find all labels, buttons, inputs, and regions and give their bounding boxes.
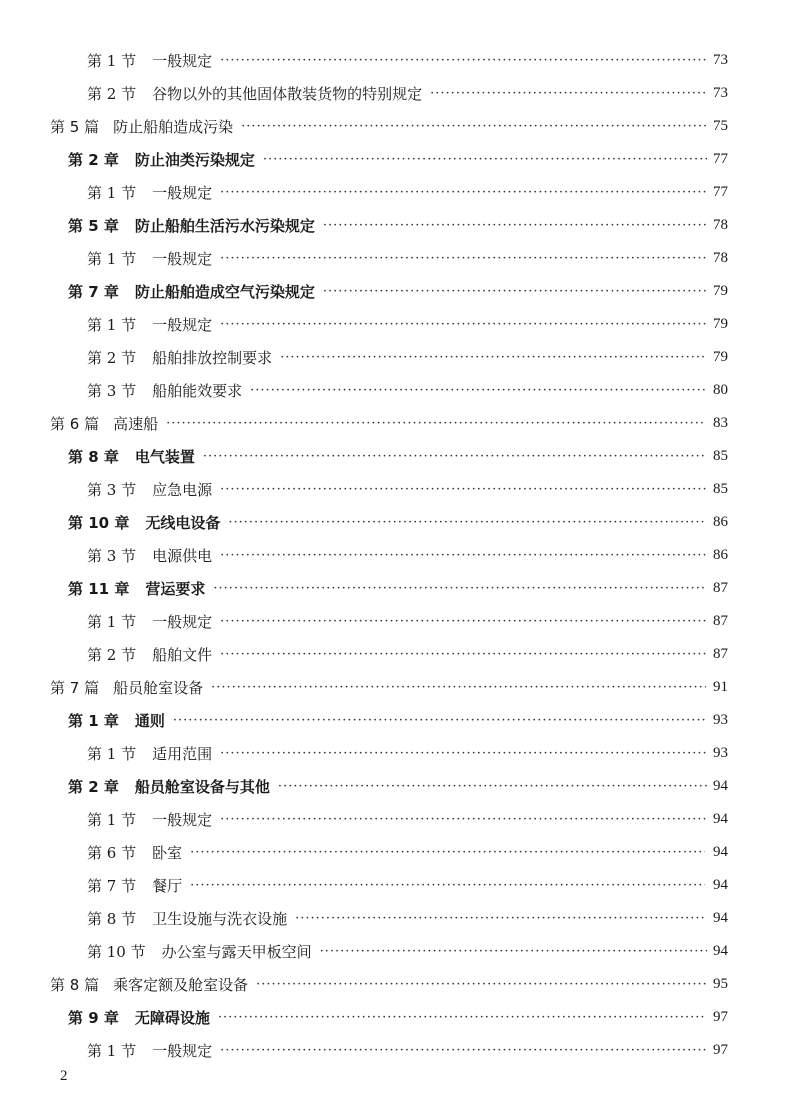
toc-entry-label bbox=[68, 710, 165, 731]
toc-entry-label bbox=[87, 182, 212, 203]
toc-entry-title: 卫生设施与洗衣设施 bbox=[152, 910, 288, 928]
toc-entry-page: 86 bbox=[713, 547, 728, 563]
toc-entry-number: 第 10 节 bbox=[87, 943, 146, 961]
dot-leader bbox=[250, 383, 707, 398]
toc-chapter-entry[interactable] bbox=[0, 704, 790, 737]
toc-entry-number: 第 7 章 bbox=[68, 283, 119, 301]
toc-section-entry[interactable] bbox=[0, 605, 790, 638]
toc-entry-title: 无线电设备 bbox=[145, 514, 221, 532]
toc-section-entry[interactable] bbox=[0, 374, 790, 407]
toc-entry-number: 第 6 节 bbox=[87, 844, 137, 862]
toc-entry-page: 79 bbox=[713, 349, 728, 365]
toc-entry-page: 77 bbox=[713, 151, 728, 167]
toc-entry-label bbox=[68, 446, 195, 467]
toc-entry-title: 谷物以外的其他固体散装货物的特别规定 bbox=[152, 85, 423, 103]
toc-entry-title: 船舶能效要求 bbox=[152, 382, 243, 400]
toc-entry-page: 87 bbox=[713, 613, 728, 629]
toc-entry-title: 防止船舶造成污染 bbox=[113, 118, 234, 136]
toc-part-entry[interactable] bbox=[0, 671, 790, 704]
toc-entry-title: 通则 bbox=[134, 712, 165, 730]
toc-entry-label bbox=[50, 413, 158, 434]
toc-section-entry[interactable] bbox=[0, 242, 790, 275]
toc-entry-number: 第 5 章 bbox=[68, 217, 119, 235]
toc-chapter-entry[interactable] bbox=[0, 209, 790, 242]
dot-leader bbox=[166, 416, 704, 431]
toc-entry-label bbox=[87, 479, 212, 500]
toc-entry-number: 第 3 节 bbox=[87, 382, 137, 400]
toc-entry-label bbox=[87, 941, 312, 962]
toc-chapter-entry[interactable] bbox=[0, 1001, 790, 1034]
toc-entry-page: 87 bbox=[713, 646, 728, 662]
toc-entry-label bbox=[68, 512, 220, 533]
dot-leader bbox=[320, 944, 707, 959]
toc-entry-label bbox=[68, 281, 315, 302]
toc-entry-title: 船员舱室设备与其他 bbox=[134, 778, 270, 796]
dot-leader bbox=[220, 53, 706, 68]
toc-entry-number: 第 1 节 bbox=[87, 250, 137, 268]
toc-entry-number: 第 1 节 bbox=[87, 184, 137, 202]
dot-leader bbox=[256, 977, 707, 992]
page-number: 2 bbox=[60, 1068, 68, 1084]
toc-entry-number: 第 3 节 bbox=[87, 547, 137, 565]
toc-entry-label bbox=[87, 875, 182, 896]
dot-leader bbox=[278, 779, 707, 794]
dot-leader bbox=[220, 1043, 706, 1058]
toc-entry-label bbox=[68, 215, 315, 236]
toc-entry-number: 第 11 章 bbox=[68, 580, 130, 598]
dot-leader bbox=[173, 713, 705, 728]
toc-entry-page: 91 bbox=[713, 679, 728, 695]
dot-leader bbox=[323, 284, 707, 299]
toc-entry-page: 94 bbox=[713, 811, 728, 827]
toc-entry-page: 85 bbox=[713, 448, 728, 464]
toc-section-entry[interactable] bbox=[0, 341, 790, 374]
toc-entry-page: 79 bbox=[713, 316, 728, 332]
toc-entry-number: 第 10 章 bbox=[68, 514, 130, 532]
dot-leader bbox=[220, 548, 706, 563]
toc-entry-page: 87 bbox=[713, 580, 728, 596]
toc-section-entry[interactable] bbox=[0, 869, 790, 902]
toc-entry-number: 第 1 节 bbox=[87, 1042, 137, 1060]
toc-entry-page: 77 bbox=[713, 184, 728, 200]
dot-leader bbox=[220, 185, 706, 200]
toc-entry-page: 94 bbox=[713, 910, 728, 926]
toc-chapter-entry[interactable] bbox=[0, 275, 790, 308]
toc-entry-number: 第 2 节 bbox=[87, 646, 137, 664]
toc-chapter-entry[interactable] bbox=[0, 506, 790, 539]
toc-entry-label bbox=[87, 347, 272, 368]
toc-entry-title: 卧室 bbox=[152, 844, 183, 862]
toc-entry-label bbox=[50, 974, 248, 995]
toc-entry-number: 第 3 节 bbox=[87, 481, 137, 499]
toc-entry-label bbox=[87, 380, 242, 401]
dot-leader bbox=[203, 449, 706, 464]
toc-chapter-entry[interactable] bbox=[0, 572, 790, 605]
toc-entry-title: 船员舱室设备 bbox=[113, 679, 204, 697]
toc-entry-number: 第 1 节 bbox=[87, 316, 137, 334]
dot-leader bbox=[263, 152, 707, 167]
toc-entry-title: 一般规定 bbox=[152, 1042, 213, 1060]
toc-entry-number: 第 1 章 bbox=[68, 712, 119, 730]
toc-entry-label bbox=[87, 50, 212, 71]
toc-entry-title: 一般规定 bbox=[152, 316, 213, 334]
toc-entry-title: 防止油类污染规定 bbox=[134, 151, 255, 169]
dot-leader bbox=[220, 317, 706, 332]
toc-entry-number: 第 2 节 bbox=[87, 349, 137, 367]
toc-entry-label bbox=[87, 842, 182, 863]
dot-leader bbox=[190, 878, 705, 893]
toc-entry-number: 第 8 篇 bbox=[50, 976, 100, 994]
toc-section-entry[interactable] bbox=[0, 473, 790, 506]
toc-entry-page: 78 bbox=[713, 217, 728, 233]
toc-entry-label bbox=[87, 83, 422, 104]
dot-leader bbox=[190, 845, 705, 860]
toc-entry-title: 办公室与露天甲板空间 bbox=[161, 943, 312, 961]
toc-entry-title: 电气装置 bbox=[134, 448, 195, 466]
toc-entry-page: 75 bbox=[713, 118, 728, 134]
toc-entry-page: 94 bbox=[713, 943, 728, 959]
toc-entry-label bbox=[87, 1040, 212, 1061]
toc-entry-number: 第 8 章 bbox=[68, 448, 119, 466]
toc-entry-number: 第 7 节 bbox=[87, 877, 137, 895]
toc-chapter-entry[interactable] bbox=[0, 770, 790, 803]
toc-entry-label bbox=[87, 644, 212, 665]
toc-entry-label bbox=[50, 116, 233, 137]
toc-entry-page: 94 bbox=[713, 877, 728, 893]
dot-leader bbox=[228, 515, 706, 530]
toc-chapter-entry[interactable] bbox=[0, 143, 790, 176]
toc-entry-label bbox=[87, 809, 212, 830]
dot-leader bbox=[220, 251, 706, 266]
toc-entry-title: 乘客定额及舱室设备 bbox=[113, 976, 249, 994]
toc-entry-title: 船舶文件 bbox=[152, 646, 213, 664]
toc-entry-page: 93 bbox=[713, 745, 728, 761]
toc-entry-label bbox=[68, 776, 270, 797]
toc-entry-label bbox=[68, 578, 205, 599]
toc-entry-title: 船舶排放控制要求 bbox=[152, 349, 273, 367]
toc-entry-page: 93 bbox=[713, 712, 728, 728]
toc-section-entry[interactable] bbox=[0, 176, 790, 209]
toc-entry-page: 97 bbox=[713, 1009, 728, 1025]
toc-entry-number: 第 2 节 bbox=[87, 85, 137, 103]
toc-section-entry[interactable] bbox=[0, 44, 790, 77]
toc-entry-number: 第 1 节 bbox=[87, 745, 137, 763]
toc-section-entry[interactable] bbox=[0, 836, 790, 869]
toc-section-entry[interactable] bbox=[0, 308, 790, 341]
toc-entry-title: 适用范围 bbox=[152, 745, 213, 763]
toc-entry-title: 营运要求 bbox=[145, 580, 206, 598]
toc-entry-page: 85 bbox=[713, 481, 728, 497]
toc-section-entry[interactable] bbox=[0, 737, 790, 770]
dot-leader bbox=[241, 119, 707, 134]
toc-entry-page: 73 bbox=[713, 52, 728, 68]
toc-entry-page: 80 bbox=[713, 382, 728, 398]
toc-entry-title: 防止船舶生活污水污染规定 bbox=[134, 217, 315, 235]
toc-entry-title: 电源供电 bbox=[152, 547, 213, 565]
toc-entry-title: 防止船舶造成空气污染规定 bbox=[134, 283, 315, 301]
toc-part-entry[interactable] bbox=[0, 407, 790, 440]
toc-entry-label bbox=[50, 677, 203, 698]
toc-section-entry[interactable] bbox=[0, 1034, 790, 1067]
toc-section-entry[interactable] bbox=[0, 803, 790, 836]
toc-entry-page: 79 bbox=[713, 283, 728, 299]
toc-entry-label bbox=[87, 908, 287, 929]
toc-entry-title: 一般规定 bbox=[152, 250, 213, 268]
toc-entry-number: 第 1 节 bbox=[87, 613, 137, 631]
dot-leader bbox=[295, 911, 707, 926]
toc-part-entry[interactable] bbox=[0, 110, 790, 143]
toc-entry-title: 高速船 bbox=[113, 415, 159, 433]
toc-entry-number: 第 9 章 bbox=[68, 1009, 119, 1027]
toc-entry-number: 第 2 章 bbox=[68, 778, 119, 796]
toc-entry-page: 97 bbox=[713, 1042, 728, 1058]
dot-leader bbox=[323, 218, 707, 233]
toc-entry-page: 73 bbox=[713, 85, 728, 101]
dot-leader bbox=[280, 350, 707, 365]
toc-part-entry[interactable] bbox=[0, 968, 790, 1001]
toc-entry-page: 86 bbox=[713, 514, 728, 530]
toc-entry-title: 一般规定 bbox=[152, 811, 213, 829]
toc-section-entry[interactable] bbox=[0, 539, 790, 572]
dot-leader bbox=[218, 1010, 706, 1025]
toc-entry-page: 78 bbox=[713, 250, 728, 266]
toc-entry-page: 83 bbox=[713, 415, 728, 431]
toc-entry-number: 第 6 篇 bbox=[50, 415, 100, 433]
toc-entry-label bbox=[87, 314, 212, 335]
toc-entry-title: 一般规定 bbox=[152, 52, 213, 70]
dot-leader bbox=[430, 86, 707, 101]
toc-section-entry[interactable] bbox=[0, 935, 790, 968]
toc-entry-label bbox=[87, 611, 212, 632]
toc-entry-number: 第 1 节 bbox=[87, 52, 137, 70]
toc-entry-label bbox=[87, 248, 212, 269]
toc-entry-title: 餐厅 bbox=[152, 877, 183, 895]
toc-chapter-entry[interactable] bbox=[0, 440, 790, 473]
toc-section-entry[interactable] bbox=[0, 77, 790, 110]
toc-entry-number: 第 2 章 bbox=[68, 151, 119, 169]
dot-leader bbox=[220, 647, 706, 662]
dot-leader bbox=[220, 614, 706, 629]
toc-entry-number: 第 7 篇 bbox=[50, 679, 100, 697]
toc-entry-label bbox=[68, 1007, 210, 1028]
toc-entry-number: 第 8 节 bbox=[87, 910, 137, 928]
toc-section-entry[interactable] bbox=[0, 638, 790, 671]
table-of-contents bbox=[0, 44, 790, 1067]
toc-entry-number: 第 5 篇 bbox=[50, 118, 100, 136]
toc-entry-page: 95 bbox=[713, 976, 728, 992]
toc-entry-title: 一般规定 bbox=[152, 613, 213, 631]
dot-leader bbox=[213, 581, 705, 596]
dot-leader bbox=[211, 680, 706, 695]
toc-entry-title: 一般规定 bbox=[152, 184, 213, 202]
toc-entry-label bbox=[68, 149, 255, 170]
toc-entry-label bbox=[87, 545, 212, 566]
toc-entry-title: 应急电源 bbox=[152, 481, 213, 499]
toc-entry-title: 无障碍设施 bbox=[134, 1009, 210, 1027]
toc-entry-number: 第 1 节 bbox=[87, 811, 137, 829]
dot-leader bbox=[220, 746, 706, 761]
dot-leader bbox=[220, 812, 706, 827]
toc-entry-label bbox=[87, 743, 212, 764]
toc-entry-page: 94 bbox=[713, 778, 728, 794]
dot-leader bbox=[220, 482, 706, 497]
toc-entry-page: 94 bbox=[713, 844, 728, 860]
toc-section-entry[interactable] bbox=[0, 902, 790, 935]
